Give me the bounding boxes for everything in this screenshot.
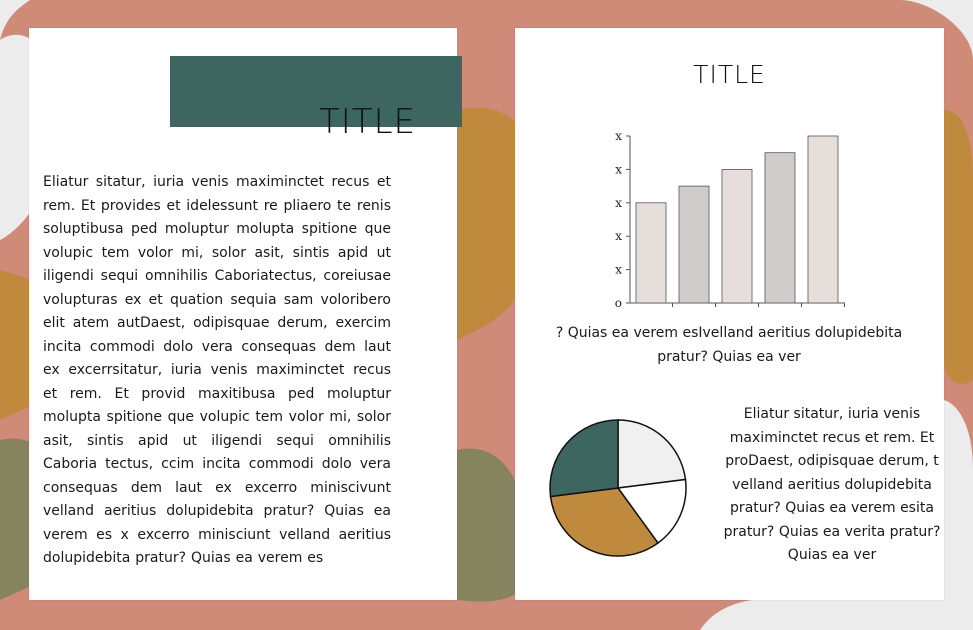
y-tick-label: x <box>615 162 622 177</box>
y-tick-label: x <box>615 195 622 210</box>
y-tick-label: o <box>614 296 622 310</box>
bg-blob-ochre-right <box>944 110 973 384</box>
pie-slice <box>550 420 618 497</box>
right-page-body-text: Eliatur sitatur, iuria venis maximinctet recus et rem. Et proDaest, odipisquae derum, t velland aeritius dolupidebita pratur? Quias ea verem esita pratur? Quias ea verita pratur? Quias ea ver <box>723 406 941 563</box>
bg-blob-gray-bottom <box>700 598 944 630</box>
right-page-title: TITLE <box>693 60 766 89</box>
pie-chart <box>543 413 693 563</box>
bar <box>722 169 752 303</box>
bg-blob-gray-top-left <box>0 0 30 40</box>
left-page <box>29 28 457 600</box>
bar <box>808 136 838 303</box>
bar <box>765 153 795 303</box>
left-page-body-text: Eliatur sitatur, iuria venis maximinctet recus et rem. Et provides et idelessunt re pliaero te renis soluptibusa ped moluptur molupta spitione que volupic tem volor mi, solor asit, sintis apid ut iligendi sequi omnihilis Caboriatectus, coreiusae volupturas ex et quation sequia sam voloribero elit atem autDaest, odipisquae derum, exercim incita commodi dolo vera consequas dem laut ex excerrsitatur, iuria venis maximinctet recus et rem. Et provid maxitibusa ped moluptur molupta spitione que volupic tem volor mi, solor asit, sintis apid ut iligendi sequi omnihilis Caboria tectus, ccim incita commodi dolo vera consequas dem laut ex excerro miniscivunt velland aeritius dolupidebita pratur? Quias ea verem es x excerro minisciunt velland aeritius dolupidebita pratur? Quias ea verem es <box>43 174 391 566</box>
y-tick-label: x <box>615 129 622 143</box>
bar-chart <box>585 123 855 318</box>
y-tick-label: x <box>615 262 622 277</box>
pie-slice <box>618 420 685 488</box>
bar <box>679 186 709 303</box>
bg-blob-gray-right <box>940 400 973 630</box>
chart-caption: ? Quias ea verem esIvelland aeritius dolupidebita pratur? Quias ea ver <box>555 325 903 365</box>
left-page-title: TITLE <box>319 102 416 142</box>
bar <box>636 203 666 303</box>
y-tick-label: x <box>615 229 622 244</box>
title-band <box>170 56 462 127</box>
right-page <box>515 28 944 600</box>
